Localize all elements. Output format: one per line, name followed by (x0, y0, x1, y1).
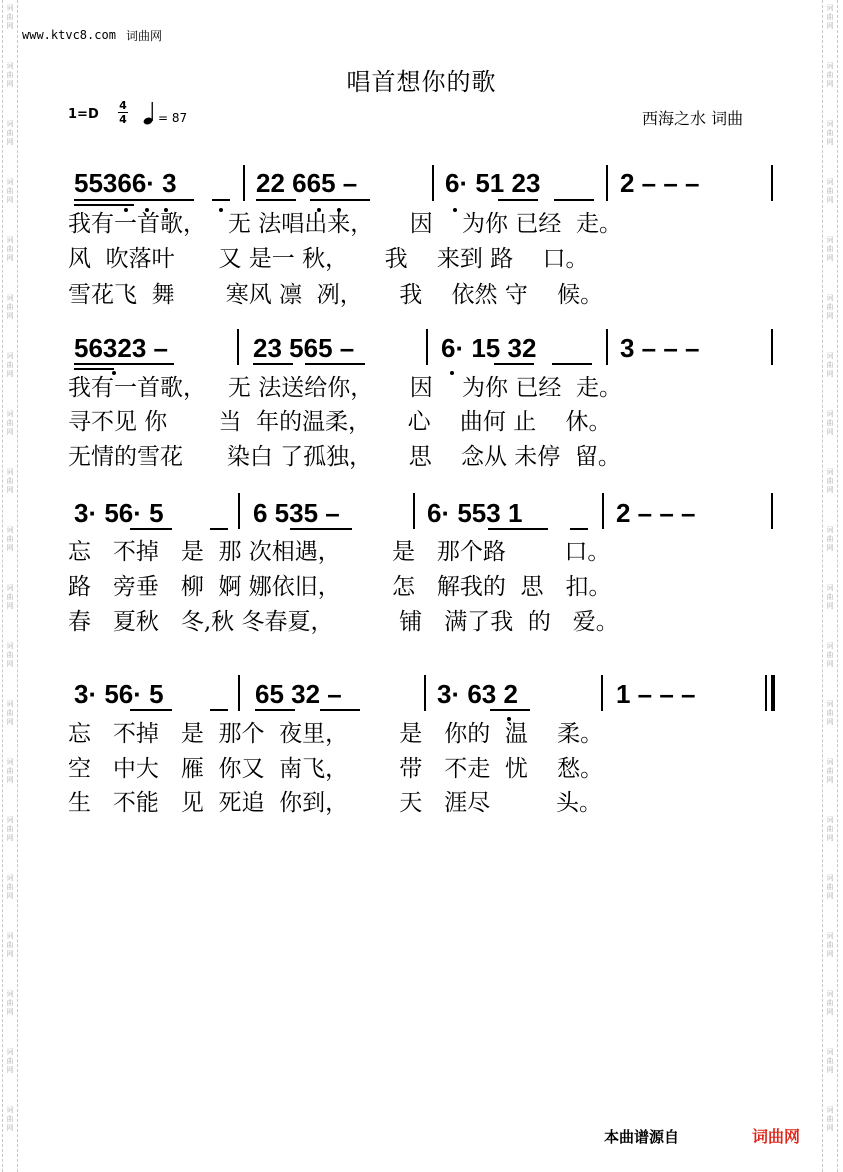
notes-system-3-measure-1: 3· 56· 5 (74, 498, 164, 528)
watermark-char: 词 (6, 642, 14, 650)
watermark-char: 曲 (6, 825, 14, 833)
notes-system-2-measure-3: 6· 15 32 (441, 333, 537, 363)
watermark-char: 词 (826, 468, 834, 476)
quarter-note-icon (143, 100, 157, 126)
watermark-char: 词 (826, 1048, 834, 1056)
watermark-char: 曲 (6, 419, 14, 427)
final-barline-thin (765, 675, 767, 711)
watermark-char: 词 (6, 990, 14, 998)
watermark-char: 词 (826, 758, 834, 766)
watermark-text (823, 468, 837, 495)
watermark-char: 网 (6, 1008, 14, 1016)
watermark-char: 词 (6, 700, 14, 708)
barline (237, 329, 239, 365)
watermark-text (3, 758, 17, 785)
watermark-char: 网 (6, 718, 14, 726)
watermark-char: 曲 (6, 129, 14, 137)
watermark-char: 曲 (826, 825, 834, 833)
watermark-char: 网 (826, 950, 834, 958)
beam-underline (130, 709, 172, 711)
notes-system-4-measure-3: 3· 63 2 (437, 679, 518, 709)
watermark-char: 曲 (6, 1057, 14, 1065)
time-signature-top: 4 (119, 99, 127, 112)
watermark-char: 词 (826, 4, 834, 12)
watermark-text (3, 1048, 17, 1075)
watermark-text (3, 932, 17, 959)
watermark-char: 网 (826, 660, 834, 668)
site-name: 词曲网 (126, 29, 163, 43)
beam-underline (494, 363, 534, 365)
watermark-text (823, 1048, 837, 1075)
watermark-char: 网 (826, 138, 834, 146)
barline (602, 493, 604, 529)
watermark-char: 曲 (826, 187, 834, 195)
watermark-text (3, 468, 17, 495)
beam-underline (74, 199, 194, 201)
watermark-char: 网 (826, 196, 834, 204)
watermark-char: 曲 (826, 999, 834, 1007)
watermark-char: 曲 (6, 13, 14, 21)
beam-underline (74, 368, 114, 370)
watermark-text (3, 294, 17, 321)
watermark-char: 曲 (826, 709, 834, 717)
barline (432, 165, 434, 201)
footer-source-label: 本曲谱源自 (604, 1128, 680, 1146)
watermark-char: 曲 (826, 1057, 834, 1065)
watermark-char: 词 (6, 4, 14, 12)
watermark-char: 曲 (826, 129, 834, 137)
watermark-char: 词 (826, 352, 834, 360)
watermark-char: 曲 (6, 535, 14, 543)
watermark-char: 网 (826, 370, 834, 378)
lyrics-system-2-verse-2: 寻不见 你 当 年的温柔， 心 曲何 止 休。 (68, 409, 612, 435)
watermark-char: 网 (6, 834, 14, 842)
beam-underline (570, 528, 588, 530)
watermark-char: 曲 (6, 71, 14, 79)
watermark-char: 曲 (826, 477, 834, 485)
watermark-text (3, 816, 17, 843)
beam-underline (320, 709, 360, 711)
watermark-char: 词 (826, 526, 834, 534)
watermark-char: 网 (826, 22, 834, 30)
beam-underline (310, 199, 370, 201)
watermark-char: 曲 (6, 593, 14, 601)
watermark-text (3, 584, 17, 611)
watermark-char: 网 (826, 254, 834, 262)
watermark-char: 曲 (826, 303, 834, 311)
watermark-char: 曲 (6, 1115, 14, 1123)
watermark-char: 词 (826, 1106, 834, 1114)
watermark-char: 曲 (826, 71, 834, 79)
lyrics-system-2-verse-1: 我有一首歌， 无 法送给你， 因 为你 已经 走。 (68, 375, 622, 401)
footer-brand-link[interactable]: 词曲网 (752, 1127, 801, 1146)
lyrics-system-1-verse-3: 雪花飞 舞 寒风 凛 冽， 我 依然 守 候。 (68, 282, 604, 308)
watermark-char: 词 (6, 584, 14, 592)
watermark-char: 曲 (826, 651, 834, 659)
watermark-char: 词 (826, 120, 834, 128)
watermark-text (823, 642, 837, 669)
barline (601, 675, 603, 711)
time-signature-bottom: 4 (119, 113, 127, 126)
watermark-char: 词 (826, 584, 834, 592)
watermark-text (3, 700, 17, 727)
watermark-text (3, 874, 17, 901)
watermark-char: 网 (826, 312, 834, 320)
site-url[interactable]: www.ktvc8.com (22, 28, 116, 42)
watermark-char: 曲 (6, 883, 14, 891)
watermark-char: 词 (6, 236, 14, 244)
watermark-char: 词 (6, 758, 14, 766)
barline (606, 165, 608, 201)
watermark-text (3, 990, 17, 1017)
watermark-char: 曲 (6, 303, 14, 311)
watermark-char: 网 (826, 834, 834, 842)
final-barline-thick (771, 675, 775, 711)
watermark-char: 网 (826, 544, 834, 552)
watermark-text (823, 990, 837, 1017)
watermark-char: 词 (6, 932, 14, 940)
beam-underline (210, 709, 228, 711)
barline (413, 493, 415, 529)
barline (771, 329, 773, 365)
notes-system-2-measure-2: 23 565 – (253, 333, 355, 363)
watermark-char: 曲 (6, 767, 14, 775)
beam-underline (554, 199, 594, 201)
watermark-char: 曲 (826, 535, 834, 543)
watermark-char: 词 (826, 642, 834, 650)
watermark-text (3, 120, 17, 147)
watermark-char: 网 (6, 22, 14, 30)
watermark-char: 词 (6, 352, 14, 360)
watermark-char: 网 (6, 892, 14, 900)
watermark-text (3, 178, 17, 205)
watermark-char: 曲 (6, 187, 14, 195)
watermark-char: 词 (6, 1048, 14, 1056)
watermark-char: 词 (6, 1106, 14, 1114)
beam-underline (255, 709, 295, 711)
barline (426, 329, 428, 365)
beam-underline (212, 199, 230, 201)
watermark-char: 曲 (826, 593, 834, 601)
watermark-text (823, 410, 837, 437)
watermark-text (823, 4, 837, 31)
watermark-char: 曲 (6, 941, 14, 949)
watermark-char: 网 (826, 602, 834, 610)
watermark-char: 词 (6, 294, 14, 302)
beam-underline (130, 528, 172, 530)
watermark-char: 网 (6, 950, 14, 958)
watermark-char: 词 (826, 700, 834, 708)
watermark-text (823, 700, 837, 727)
watermark-char: 网 (826, 892, 834, 900)
watermark-char: 词 (6, 120, 14, 128)
watermark-char: 曲 (6, 361, 14, 369)
watermark-char: 词 (6, 62, 14, 70)
lyrics-system-3-verse-1: 忘 不掉 是 那 次相遇， 是 那个路 口。 (68, 539, 611, 565)
beam-underline (305, 363, 365, 365)
watermark-char: 词 (826, 816, 834, 824)
watermark-text (823, 526, 837, 553)
watermark-char: 曲 (826, 419, 834, 427)
beam-underline (498, 199, 538, 201)
watermark-text (3, 642, 17, 669)
watermark-char: 网 (6, 486, 14, 494)
lyrics-system-4-verse-3: 生 不能 见 死追 你到， 天 涯尽 头。 (68, 790, 603, 816)
beam-underline (290, 528, 352, 530)
barline (424, 675, 426, 711)
watermark-char: 网 (826, 1066, 834, 1074)
song-title: 唱首想你的歌 (346, 68, 497, 96)
watermark-char: 网 (826, 428, 834, 436)
notes-system-3-measure-3: 6· 553 1 (427, 498, 523, 528)
watermark-text (823, 294, 837, 321)
barline (238, 493, 240, 529)
watermark-char: 曲 (6, 999, 14, 1007)
barline (243, 165, 245, 201)
watermark-char: 曲 (826, 883, 834, 891)
watermark-char: 词 (6, 874, 14, 882)
watermark-char: 词 (826, 62, 834, 70)
watermark-char: 词 (6, 178, 14, 186)
watermark-char: 网 (826, 486, 834, 494)
notes-system-3-measure-4: 2 – – – (616, 498, 696, 528)
watermark-char: 网 (6, 1124, 14, 1132)
lyrics-system-3-verse-2: 路 旁垂 柳 婀 娜依旧， 怎 解我的 思 扣。 (68, 574, 612, 600)
watermark-char: 网 (6, 544, 14, 552)
watermark-char: 曲 (826, 361, 834, 369)
notes-system-1-measure-3: 6· 51 23 (445, 168, 541, 198)
left-watermark-strip (2, 0, 18, 1172)
beam-underline (74, 363, 174, 365)
watermark-text (3, 1106, 17, 1133)
watermark-char: 网 (826, 718, 834, 726)
watermark-char: 词 (6, 410, 14, 418)
beam-underline (210, 528, 228, 530)
notes-system-3-measure-2: 6 535 – (253, 498, 340, 528)
notes-system-2-measure-1: 56323 – (74, 333, 168, 363)
watermark-text (3, 410, 17, 437)
watermark-text (3, 526, 17, 553)
lyrics-system-4-verse-1: 忘 不掉 是 那个 夜里， 是 你的 温 柔。 (68, 721, 604, 747)
tempo-marking: = 87 (158, 111, 188, 125)
barline (606, 329, 608, 365)
watermark-text (823, 178, 837, 205)
time-signature (117, 99, 129, 126)
watermark-char: 词 (826, 874, 834, 882)
barline (771, 165, 773, 201)
beam-underline (256, 199, 296, 201)
watermark-char: 词 (826, 294, 834, 302)
watermark-text (823, 758, 837, 785)
beam-underline (488, 528, 548, 530)
watermark-char: 词 (826, 990, 834, 998)
watermark-char: 网 (6, 196, 14, 204)
watermark-char: 网 (6, 776, 14, 784)
watermark-text (3, 352, 17, 379)
notes-system-4-measure-1: 3· 56· 5 (74, 679, 164, 709)
watermark-char: 词 (826, 236, 834, 244)
beam-underline (552, 363, 592, 365)
watermark-char: 网 (826, 1124, 834, 1132)
watermark-text (3, 4, 17, 31)
barline (238, 675, 240, 711)
lyrics-system-1-verse-1: 我有一首歌， 无 法唱出来， 因 为你 已经 走。 (68, 211, 622, 237)
watermark-char: 曲 (826, 13, 834, 21)
notes-system-2-measure-4: 3 – – – (620, 333, 700, 363)
watermark-char: 词 (826, 932, 834, 940)
barline (771, 493, 773, 529)
watermark-text (823, 816, 837, 843)
watermark-text (3, 236, 17, 263)
watermark-char: 网 (6, 80, 14, 88)
watermark-char: 网 (6, 370, 14, 378)
watermark-char: 词 (6, 816, 14, 824)
lyrics-system-3-verse-3: 春 夏秋 冬,秋 冬春夏， 铺 满了我 的 爱。 (68, 609, 619, 635)
watermark-char: 网 (826, 1008, 834, 1016)
watermark-char: 曲 (6, 651, 14, 659)
watermark-char: 词 (826, 410, 834, 418)
key-signature: 1=D (68, 107, 99, 122)
watermark-text (823, 584, 837, 611)
watermark-char: 网 (6, 428, 14, 436)
watermark-char: 曲 (6, 477, 14, 485)
watermark-char: 词 (6, 468, 14, 476)
watermark-char: 网 (6, 312, 14, 320)
watermark-char: 网 (826, 80, 834, 88)
beam-underline (490, 709, 530, 711)
notes-system-1-measure-2: 22 665 – (256, 168, 358, 198)
watermark-char: 网 (826, 776, 834, 784)
watermark-char: 网 (6, 254, 14, 262)
watermark-char: 曲 (6, 709, 14, 717)
watermark-char: 网 (6, 602, 14, 610)
notes-system-4-measure-2: 65 32 – (255, 679, 342, 709)
watermark-char: 曲 (826, 1115, 834, 1123)
watermark-text (823, 352, 837, 379)
watermark-char: 网 (6, 660, 14, 668)
watermark-char: 曲 (826, 245, 834, 253)
watermark-char: 曲 (826, 941, 834, 949)
watermark-char: 网 (6, 138, 14, 146)
lyrics-system-1-verse-2: 风 吹落叶 又 是一 秋， 我 来到 路 口。 (68, 246, 589, 272)
notes-system-1-measure-4: 2 – – – (620, 168, 700, 198)
watermark-text (823, 1106, 837, 1133)
watermark-text (823, 932, 837, 959)
watermark-char: 词 (6, 526, 14, 534)
watermark-text (823, 236, 837, 263)
watermark-text (823, 120, 837, 147)
lyrics-system-2-verse-3: 无情的雪花 染白 了孤独， 思 念从 未停 留。 (68, 444, 621, 470)
watermark-char: 词 (826, 178, 834, 186)
watermark-text (823, 874, 837, 901)
notes-system-1-measure-1: 55366· 3 (74, 168, 177, 198)
right-watermark-strip (822, 0, 838, 1172)
watermark-char: 网 (6, 1066, 14, 1074)
watermark-char: 曲 (6, 245, 14, 253)
beam-underline (74, 204, 134, 206)
notes-system-4-measure-4: 1 – – – (616, 679, 696, 709)
beam-underline (253, 363, 293, 365)
lyrics-system-4-verse-2: 空 中大 雁 你又 南飞， 带 不走 忧 愁。 (68, 756, 604, 782)
watermark-char: 曲 (826, 767, 834, 775)
credits: 西海之水 词曲 (642, 109, 744, 128)
